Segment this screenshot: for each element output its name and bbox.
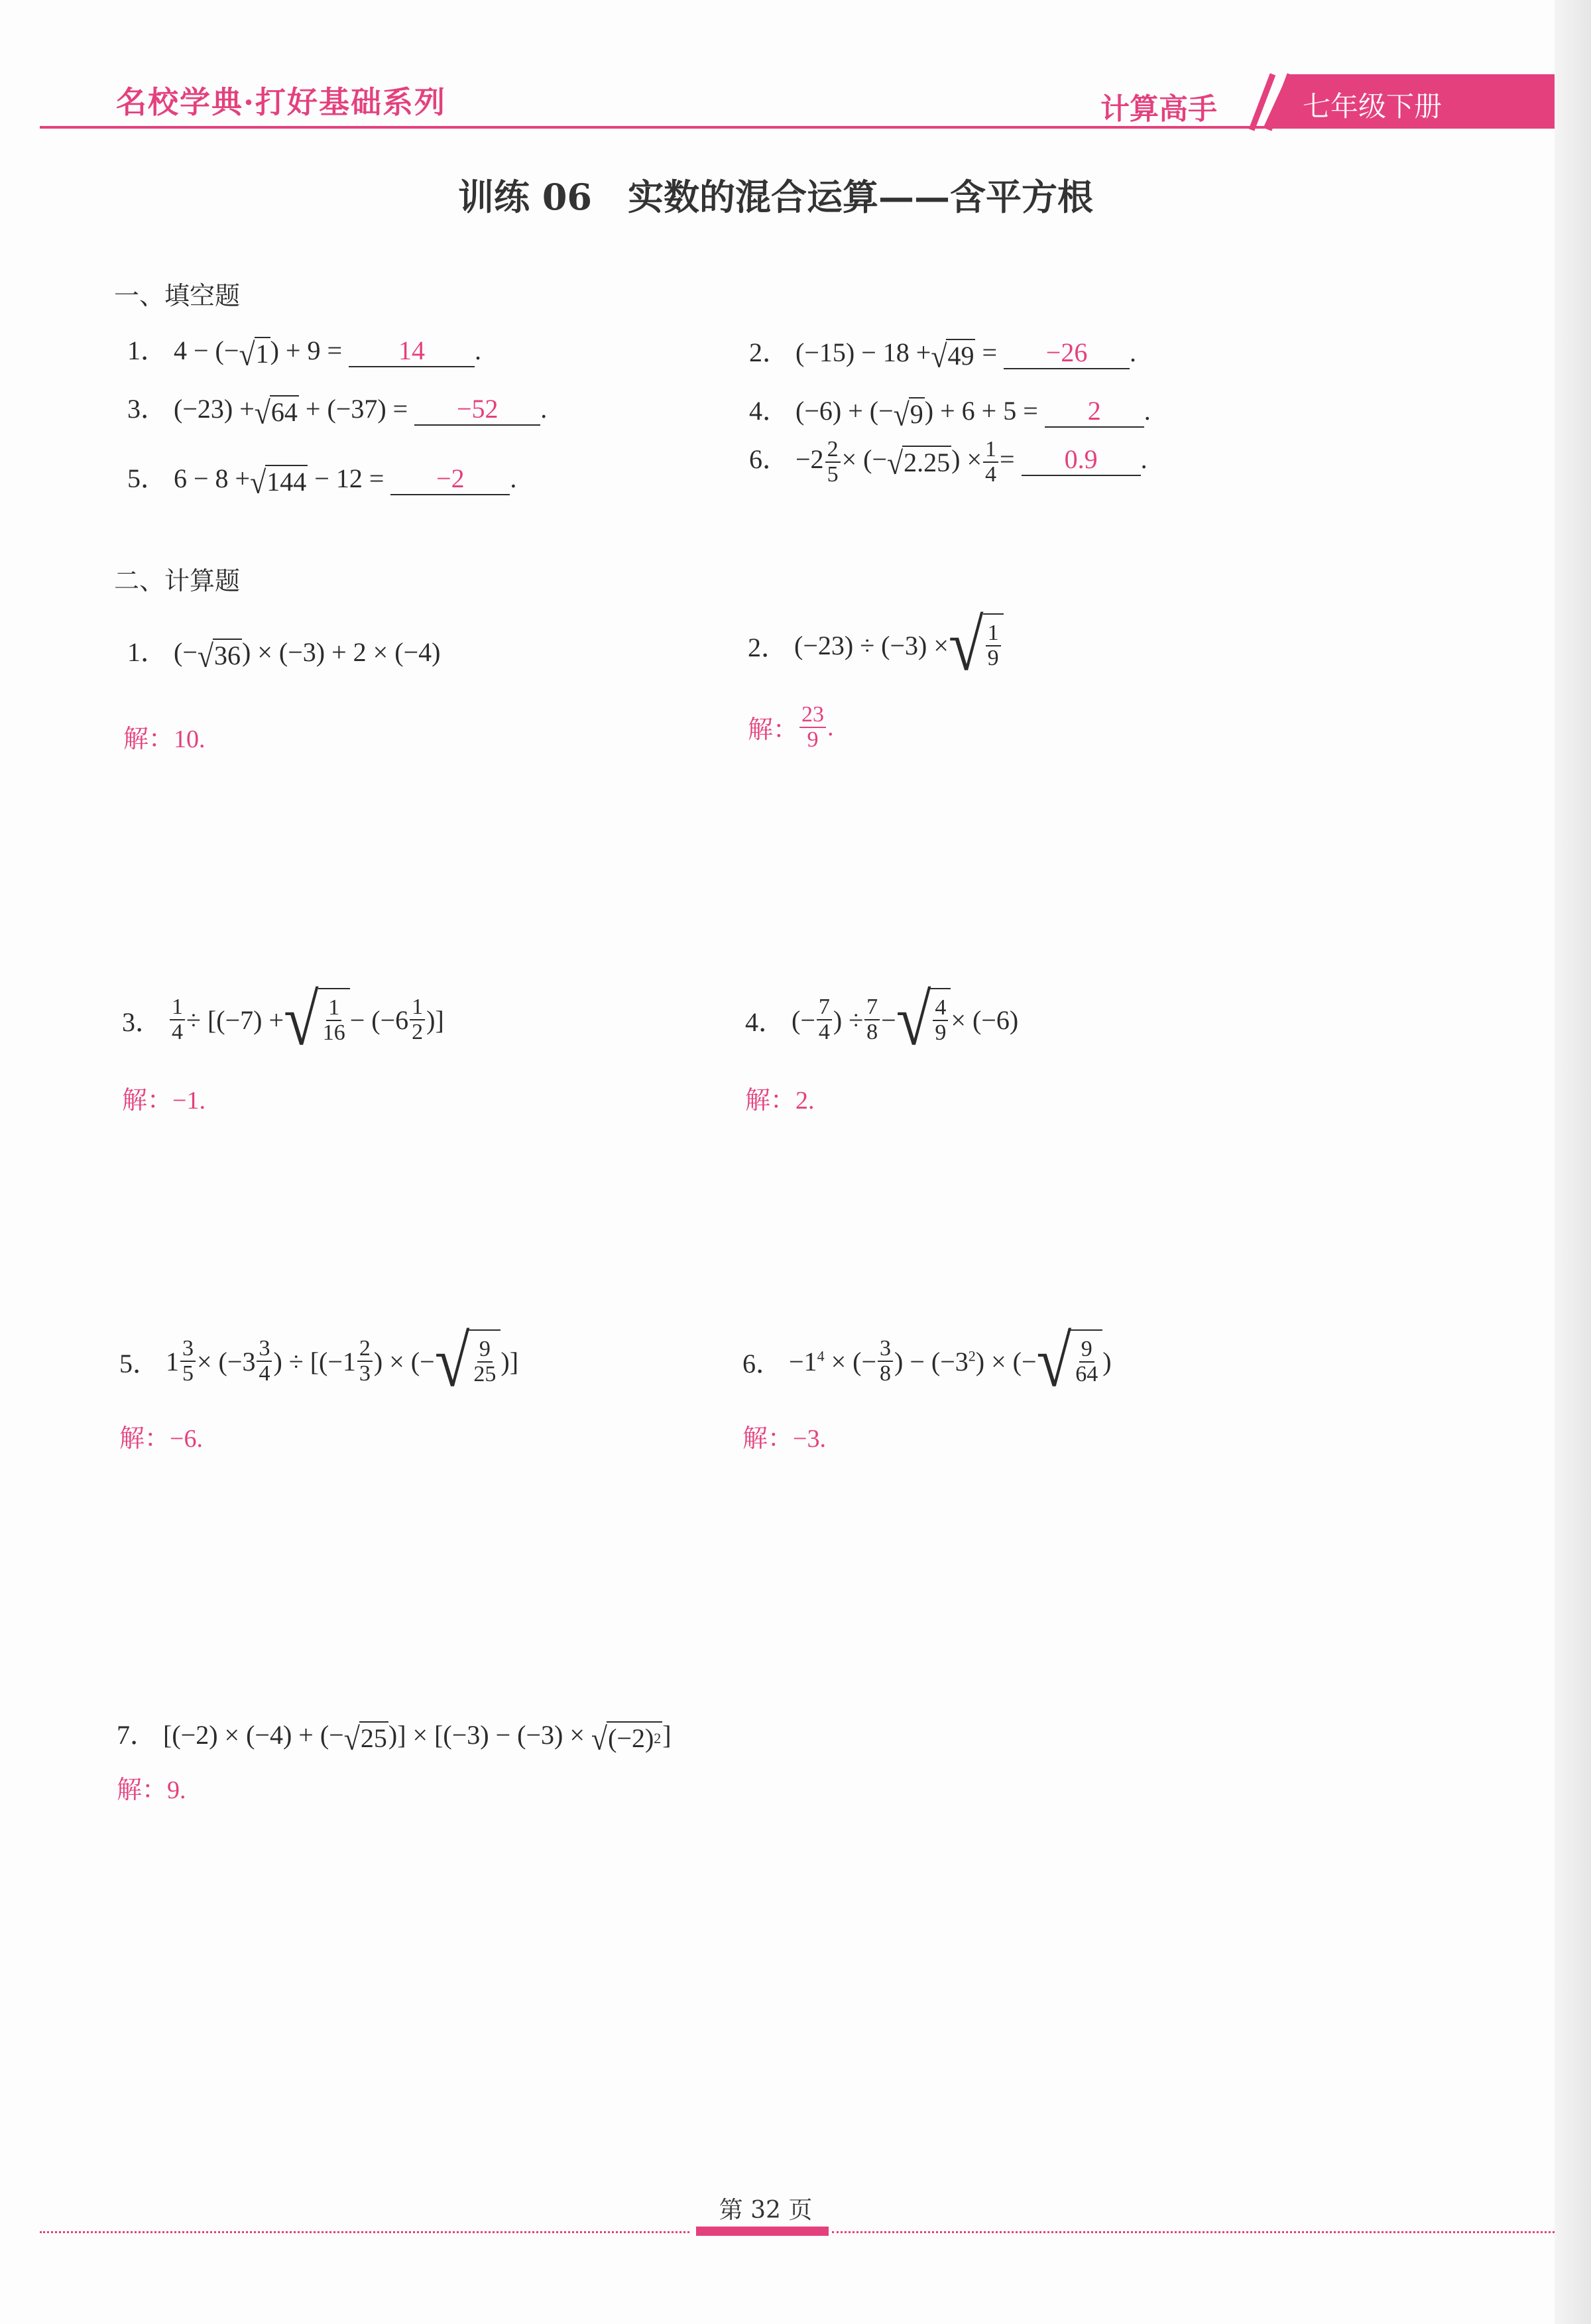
sqrt-symbol: √ 1 [239,337,269,373]
expr-part: = [1000,444,1015,474]
solution-label: 解： [742,1424,794,1453]
item-number: 6． [742,1348,782,1378]
item-number: 3． [122,1007,162,1037]
header-product: 计算高手 [1100,92,1217,126]
expr-part: 4 − (− [174,336,239,365]
page-number: 第 32 页 [719,2197,813,2224]
solution-value: −3. [793,1425,826,1453]
solution-label: 解： [745,1085,796,1115]
section-heading-calculation: 二、计算题 [114,566,241,595]
expr-part: = [982,337,998,367]
calc-solution-2: 解： $\frac{23}{9}$ . [748,702,834,752]
solution-label: 解： [117,1775,168,1804]
calc-item-7: 7． [(−2) × (−4) + (− √ 25 )] × [(−3) − (−3) × √ (−2) 2 ] [117,1720,672,1757]
expr-part: (−23) + [174,394,255,424]
item-number: 4． [745,1007,785,1037]
header-grade: 七年级下册 [1303,90,1443,123]
footer-dotted-rule-right [832,2231,1555,2233]
solution-value: 10. [174,725,206,753]
answer-blank: 14 [349,335,475,367]
item-number: 6． [749,444,789,474]
sqrt-symbol: √ $\frac{9}{64}$ [1037,1329,1103,1393]
item-number: 4． [749,396,789,426]
item-number: 7． [117,1720,156,1750]
expr-part: (−15) − 18 + [796,337,931,367]
sqrt-symbol: √ 9 [893,397,923,433]
expr-part: −2 [796,444,824,474]
sqrt-symbol: √ 144 [250,465,307,501]
fill-item-3: 3． (−23) + √ 64 + (−37) = −52 . [127,394,548,431]
solution-label: 解： [748,715,799,745]
calc-solution-6 [742,1418,826,1454]
item-number: 1． [127,336,167,365]
sqrt-symbol: √ 36 [197,639,241,674]
page-title: 训练 06 实数的混合运算——含平方根 [458,176,1093,218]
sqrt-symbol: √ $\frac{4}{9}$ [896,988,951,1052]
item-number: 2． [748,632,788,662]
expr-part: (−6) + (− [796,396,894,426]
answer-blank: 2 [1045,395,1144,428]
expr-part: + (−37) = [305,394,408,424]
calc-solution-4 [745,1079,815,1116]
expr-part: ) + 6 + 5 = [924,396,1038,426]
sqrt-symbol: √ 49 [931,339,974,375]
calc-solution-5 [119,1418,203,1454]
fill-item-4: 4． (−6) + (− √ 9 ) + 6 + 5 = 2 . [749,396,1151,433]
expr-part: × (− [841,444,887,474]
answer-blank: −26 [1004,337,1130,369]
item-number: 1． [127,637,167,667]
footer-accent-bar [696,2227,829,2236]
calc-solution-3 [122,1079,206,1116]
solution-value: −6. [170,1425,203,1453]
solution-label: 解： [122,1085,173,1115]
item-number: 5． [127,463,167,493]
calc-item-3: 3． $\frac{1}{4}$ ÷ [(−7) + √ $\frac{1}{16}$ − (−6 $\frac{1}{2}$ )] [122,978,444,1060]
calc-item-5: 5． 1 $\frac{3}{5}$ × (−3 $\frac{3}{4}$ ) ÷ [(−1 $\frac{2}{3}$ ) × (− √ $\frac{9}{25}$ )] [119,1319,519,1402]
sqrt-symbol: √ $\frac{1}{16}$ [284,988,350,1052]
item-number: 2． [749,337,789,367]
calc-item-2: 2． (−23) ÷ (−3) × √ $\frac{1}{9}$ [748,613,1004,677]
expr-part: 6 − 8 + [174,463,251,493]
solution-label: 解： [123,724,174,753]
expr-part: ) × [951,444,982,474]
calc-item-1: 1． (− √ 36 ) × (−3) + 2 × (−4) [127,637,441,674]
calc-solution-1 [123,718,206,755]
header-series: 名校学典·打好基础系列 [116,84,447,120]
fill-item-5: 5． 6 − 8 + √ 144 − 12 = −2 . [127,463,517,501]
sqrt-symbol: √ $\frac{1}{9}$ [949,613,1004,677]
section-heading-fill-in: 一、填空题 [114,281,241,310]
scan-edge [1555,0,1591,2324]
item-number: 3． [127,394,167,424]
fill-item-2: 2． (−15) − 18 + √ 49 = −26 . [749,337,1137,375]
solution-value: 2. [796,1087,815,1115]
solution-value: 9. [167,1776,186,1804]
sqrt-symbol: √ $\frac{9}{25}$ [435,1329,501,1393]
sqrt-symbol: √ 64 [254,395,298,431]
sqrt-symbol: √ 2.25 [887,445,951,481]
solution-fraction: $\frac{23}{9}$ [799,703,826,751]
solution-value: −1. [172,1087,206,1115]
answer-blank: −2 [390,463,510,495]
answer-blank: 0.9 [1022,444,1141,476]
fraction: $\frac{2}{5}$ [825,438,841,486]
calc-item-6: 6． $-1^4$ × (− $\frac{3}{8}$ ) − $(-3^2)$ × (− √ $\frac{9}{64}$ ) [742,1319,1112,1402]
item-number: 5． [119,1348,159,1378]
sqrt-symbol: √ 25 [343,1721,387,1757]
fill-item-1: 1． 4 − (− √ 1 ) + 9 = 14 . [127,336,482,373]
fill-item-6: 6． −2 $\frac{2}{5}$ × (− √ 2.25 ) × $\frac{1}{4}$ = 0.9 . [749,437,1148,487]
expr-part: − 12 = [314,463,384,493]
calc-item-4: 4． (− $\frac{7}{4}$ ) ÷ $\frac{7}{8}$ − √ $\frac{4}{9}$ × (−6) [745,978,1019,1060]
expr-part: ) + 9 = [270,336,343,365]
solution-label: 解： [119,1424,170,1453]
answer-blank: −52 [414,393,540,426]
calc-solution-7 [117,1769,186,1805]
sqrt-symbol: √ (−2) 2 [591,1721,662,1757]
footer-dotted-rule-left [40,2231,689,2233]
fraction: $\frac{1}{4}$ [983,438,998,486]
